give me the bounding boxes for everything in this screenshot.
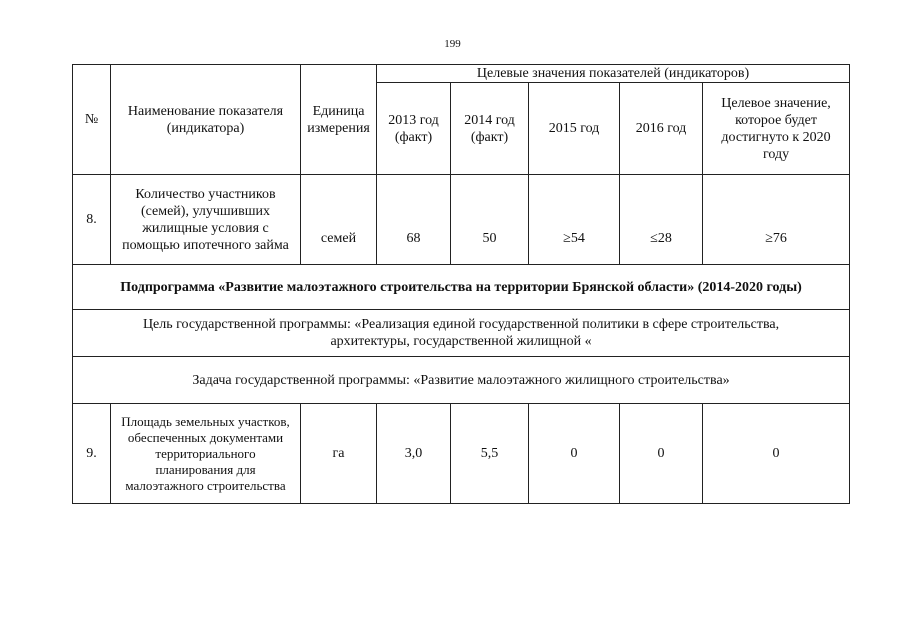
row-value-2016: ≤28 bbox=[620, 175, 703, 265]
header-2014: 2014 год (факт) bbox=[451, 83, 529, 175]
goal-row bbox=[73, 310, 850, 357]
goal-text: Цель государственной программы: «Реализация единой государственной политики в сфере строительства, архитектуры, государственной жилищной « bbox=[73, 310, 850, 357]
header-unit: Единица измерения bbox=[301, 65, 377, 175]
task-row bbox=[73, 357, 850, 404]
row-value-2013: 3,0 bbox=[377, 404, 451, 504]
row-indicator-name: Количество участников (семей), улучшивших жилищные условия с помощью ипотечного займа bbox=[111, 175, 301, 265]
page-number: 199 bbox=[444, 38, 461, 50]
header-2020-target: Целевое значение, которое будет достигнуто к 2020 году bbox=[703, 83, 850, 175]
table-row bbox=[73, 175, 850, 265]
row-value-2015: ≥54 bbox=[529, 175, 620, 265]
row-value-2014: 5,5 bbox=[451, 404, 529, 504]
row-value-2020: 0 bbox=[703, 404, 850, 504]
header-number: № bbox=[73, 65, 111, 175]
row-number: 8. bbox=[73, 175, 111, 265]
header-2016: 2016 год bbox=[620, 83, 703, 175]
header-2013: 2013 год (факт) bbox=[377, 83, 451, 175]
row-unit: семей bbox=[301, 175, 377, 265]
row-unit: га bbox=[301, 404, 377, 504]
row-value-2013: 68 bbox=[377, 175, 451, 265]
row-number: 9. bbox=[73, 404, 111, 504]
row-value-2016: 0 bbox=[620, 404, 703, 504]
row-indicator-name: Площадь земельных участков, обеспеченных документами территориального планирования для малоэтажного строительства bbox=[111, 404, 301, 504]
table-row bbox=[73, 404, 850, 504]
task-text: Задача государственной программы: «Развитие малоэтажного жилищного строительства» bbox=[73, 357, 850, 404]
row-value-2014: 50 bbox=[451, 175, 529, 265]
header-indicator-name: Наименование показателя (индикатора) bbox=[111, 65, 301, 175]
subprogram-title: Подпрограмма «Развитие малоэтажного строительства на территории Брянской области» (2014-2020 годы) bbox=[73, 265, 850, 310]
header-row-1 bbox=[73, 65, 850, 83]
row-value-2015: 0 bbox=[529, 404, 620, 504]
subprogram-row bbox=[73, 265, 850, 310]
indicators-table bbox=[72, 64, 850, 504]
header-2015: 2015 год bbox=[529, 83, 620, 175]
row-value-2020: ≥76 bbox=[703, 175, 850, 265]
header-target-values: Целевые значения показателей (индикаторов) bbox=[377, 65, 850, 83]
